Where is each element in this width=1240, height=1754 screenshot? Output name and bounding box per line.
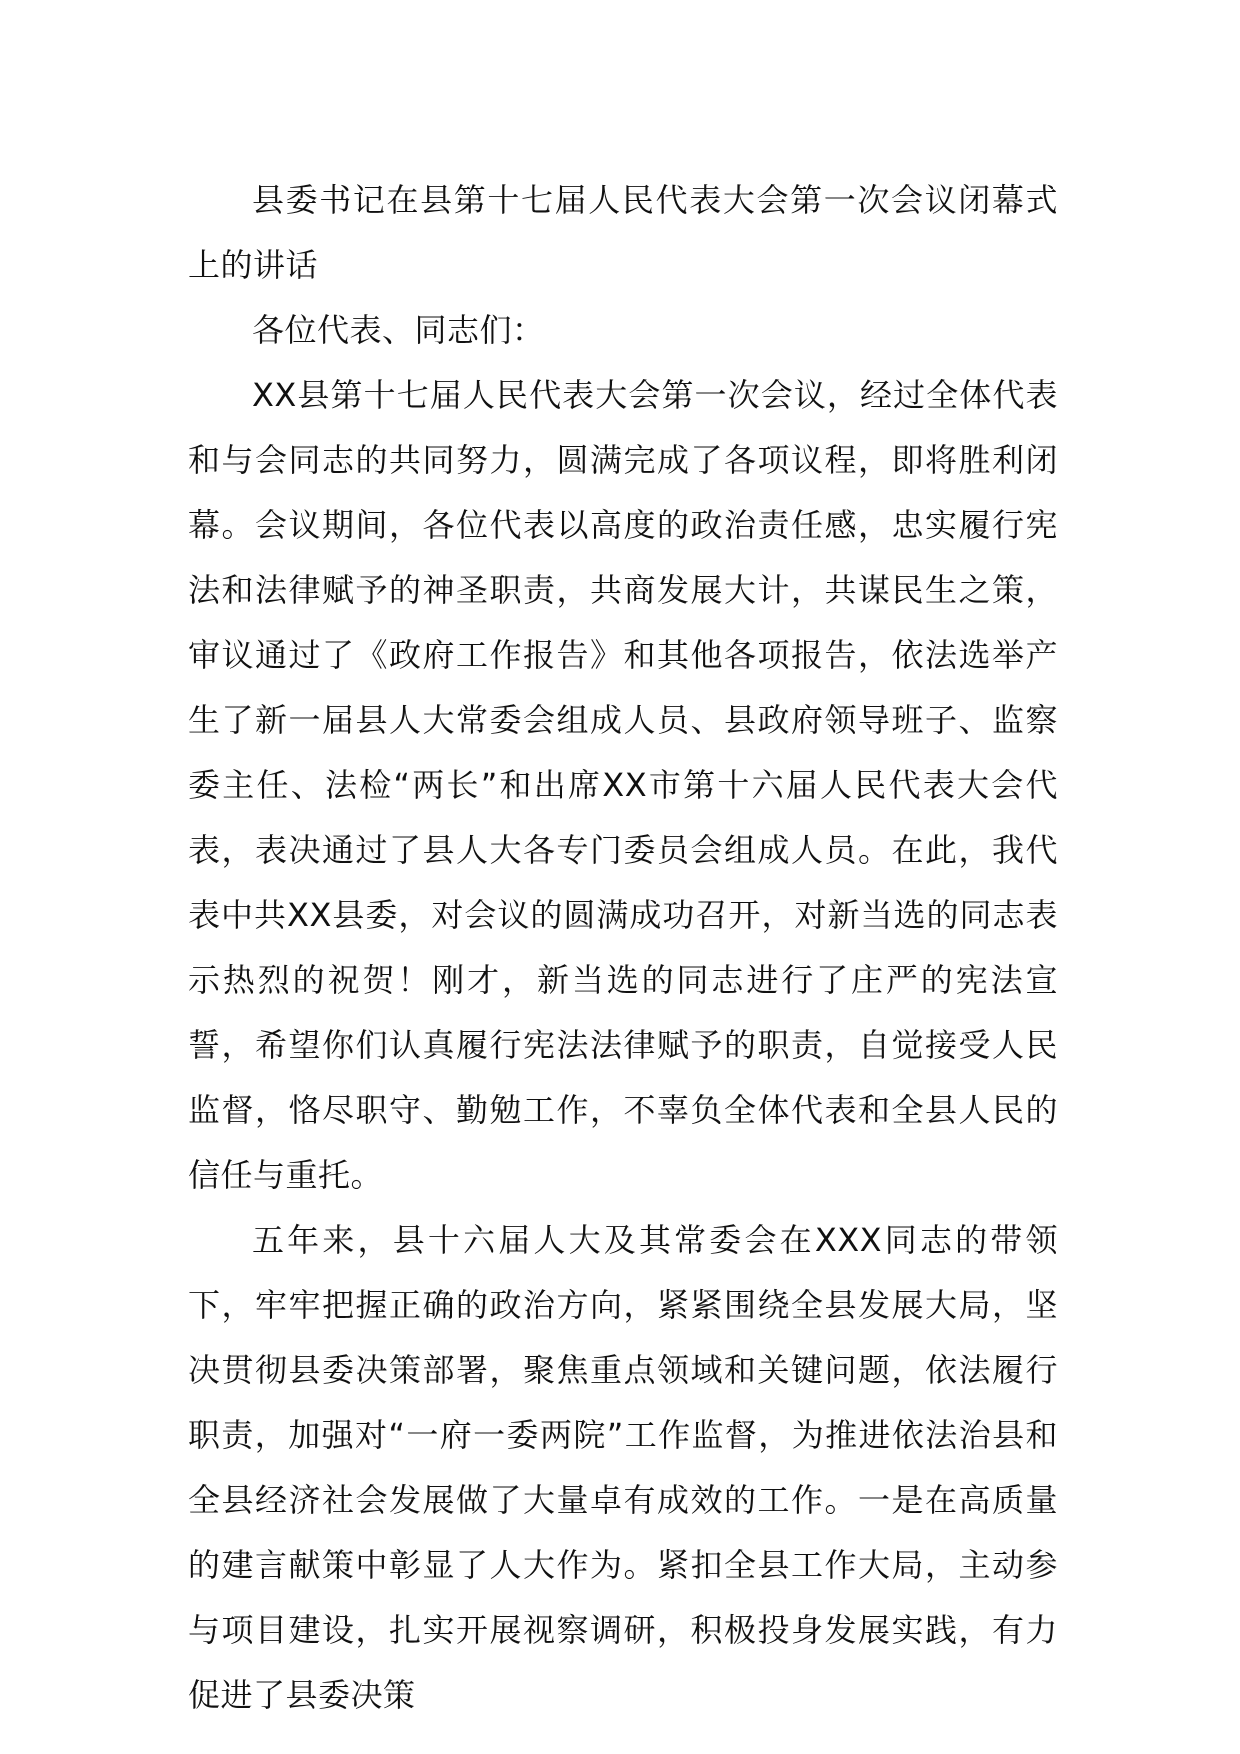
salutation: 各位代表、同志们： xyxy=(252,311,545,349)
body-paragraph: XX县第十七届人民代表大会第一次会议，经过全体代表和与会同志的共同努力，圆满完成了各项议程，即将胜利闭幕。会议期间，各位代表以高度的政治责任感，忠实履行宪法和法律赋予的神圣职责，共商发展大计，共谋民生之策，审议通过了《政府工作报告》和其他各项报告，依法选举产生了新一届县人大常委会组成人员、县政府领导班子、监察委主任、法检“两长”和出席XX市第十六届人民代表大会代表，表决通过了县人大各专门委员会组成人员。在此，我代表中共XX县委，对会议的圆满成功召开，对新当选的同志表示热烈的祝贺！刚才，新当选的同志进行了庄严的宪法宣誓，希望你们认真履行宪法法律赋予的职责，自觉接受人民监督，恪尽职守、勤勉工作，不辜负全体代表和全县人民的信任与重托。 xyxy=(188,376,1058,1194)
document-body xyxy=(188,168,1058,1728)
speech-title: 县委书记在县第十七届人民代表大会第一次会议闭幕式上的讲话 xyxy=(188,181,1058,284)
body-paragraph: 五年来，县十六届人大及其常委会在XXX同志的带领下，牢牢把握正确的政治方向，紧紧围绕全县发展大局，坚决贯彻县委决策部署，聚焦重点领域和关键问题，依法履行职责，加强对“一府一委两院”工作监督，为推进依法治县和全县经济社会发展做了大量卓有成效的工作。一是在高质量的建言献策中彰显了人大作为。紧扣全县工作大局，主动参与项目建设，扎实开展视察调研，积极投身发展实践，有力促进了县委决策 xyxy=(188,1221,1058,1714)
